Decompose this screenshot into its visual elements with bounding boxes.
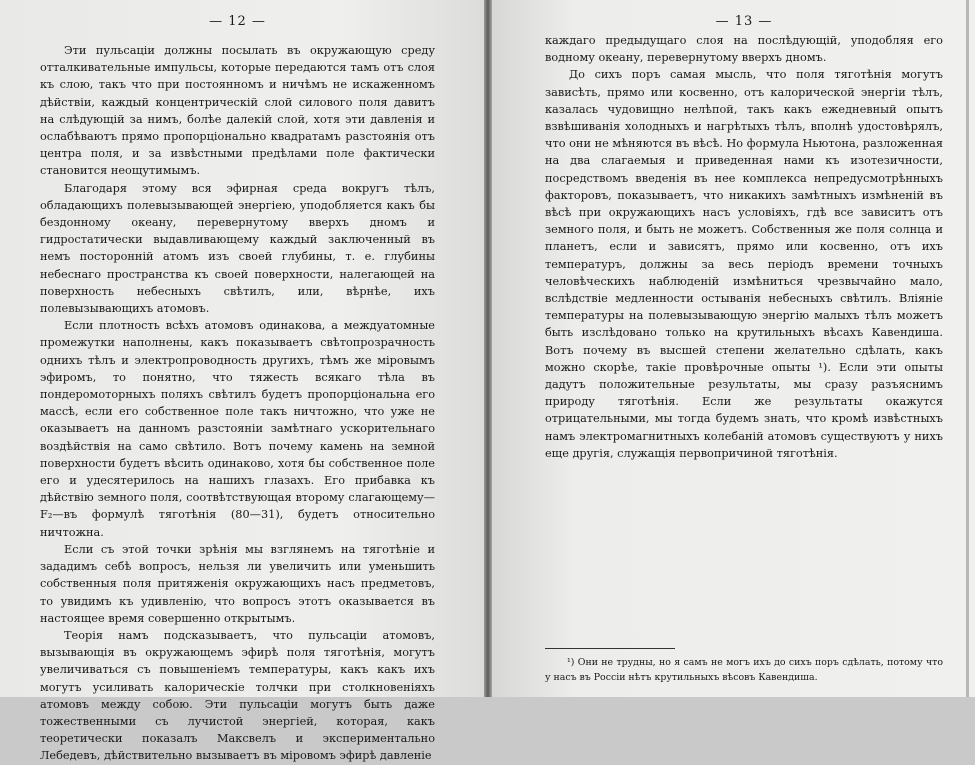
footnote: ¹) Они не трудны, но я самъ не могъ ихъ до сихъ поръ сдѣлать, потому что у насъ въ Россіи нѣтъ крутильныхъ вѣсовъ Кавендиша. bbox=[545, 657, 943, 683]
paragraph: Эти пульсаціи должны посылать въ окружающую среду отталкивательные импульсы, которые передаются тамъ отъ слоя къ слою, такъ что при постоянномъ и ничѣмъ не искаженномъ дѣйствіи, каждый концентрическій слой силового поля давитъ на слѣдующій за нимъ, болѣе далекій слой, хотя эти давленія и ослабѣваютъ прямо пропорціонально квадратамъ разстоянія отъ центра поля, и за извѣстными предѣлами поле фактически становится неощутимымъ. bbox=[40, 44, 435, 178]
paragraph: Благодаря этому вся эфирная среда вокругъ тѣлъ, обладающихъ полевызывающей энергіею, уподобляется какъ бы бездонному океану, перевернутому вверхъ дномъ и гидростатически выдавливающему каждый заключенный въ немъ посторонній атомъ изъ своей глубины, т. е. глубины небеснаго пространства къ своей поверхности, налегающей на поверхность небесныхъ свѣтилъ, или, вѣрнѣе, ихъ полевызывающихъ атомовъ. bbox=[40, 181, 435, 316]
page-number: — 12 — bbox=[209, 14, 266, 29]
left-page bbox=[0, 0, 487, 763]
right-page bbox=[487, 0, 975, 697]
book-gutter bbox=[484, 0, 492, 697]
paragraph: Теорія намъ подсказываетъ, что пульсаціи атомовъ, вызывающія въ окружающемъ эфирѣ поля тяготѣнія, могутъ увеличиваться съ повышеніемъ температуры, какъ какъ ихъ могутъ усиливать калорическіе толчки при столкновеніяхъ атомовъ между собою. Эти пульсаціи могутъ быть даже тожественными съ лучистой энергіей, которая, какъ теоретически показалъ Максвелъ и экспериментально Лебедевъ, дѣйствительно вызываетъ въ міровомъ эфирѣ давленіе bbox=[40, 628, 435, 763]
footnote-separator bbox=[545, 648, 675, 649]
scan-edge bbox=[966, 0, 969, 697]
paragraph: каждаго предыдущаго слоя на послѣдующій, уподобляя его водному океану, перевернутому вверхъ дномъ. bbox=[545, 34, 943, 65]
paragraph: До сихъ поръ самая мысль, что поля тяготѣнія могутъ зависѣть, прямо или косвенно, отъ калорической энергіи тѣлъ, казалась чудовищно нелѣпой, такъ какъ ежедневный опытъ взвѣшиванія холодныхъ и нагрѣтыхъ тѣлъ, вполнѣ удостовѣрялъ, что они не мѣняются въ вѣсѣ. Но формула Ньютона, разложенная на два слагаемыя и приведенная нами къ изотезичности, посредствомъ введенія въ нее комплекса непредусмотрѣнныхъ факторовъ, показываетъ, что никакихъ замѣтныхъ измѣненій въ вѣсѣ при окружающихъ насъ условіяхъ, гдѣ все зависитъ отъ земного поля, и быть не можетъ. Собственныя же поля солнца и планетъ, если и зависятъ, прямо или косвенно, отъ ихъ температуръ, должны за весь періодъ времени точныхъ человѣческихъ наблюденій измѣниться чрезвычайно мало, вслѣдствіе медленности остыванія небесныхъ свѣтилъ. Вліяніе температуры на полевызывающую энергію малыхъ тѣлъ можетъ быть изслѣдовано только на крутильныхъ вѣсахъ Кавендиша. Вотъ почему въ высшей степени желательно сдѣлать, какъ можно скорѣе, такіе провѣрочные опыты ¹). Если эти опыты дадутъ положительные результаты, мы сразу разъяснимъ природу тяготѣнія. Если же результаты окажутся отрицательными, мы тогда будемъ знать, что кромѣ извѣстныхъ намъ электромагнитныхъ колебаній атомовъ существуютъ у нихъ еще другія, служащія первопричиной тяготѣнія. bbox=[545, 68, 943, 460]
page-number: — 13 — bbox=[715, 14, 773, 29]
paragraph: Если плотность всѣхъ атомовъ одинакова, а междуатомные промежутки наполнены, какъ показываетъ свѣтопрозрачность однихъ тѣлъ и электропроводность другихъ, тѣмъ же міровымъ эфиромъ, то понятно, что тяжесть всякаго тѣла въ пондеромоторныхъ поляхъ свѣтилъ будетъ пропорціональна его массѣ, если его собственное поле такъ ничтожно, что уже не оказываетъ на данномъ разстояніи замѣтнаго ускорительнаго воздѣйствія на само свѣтило. Вотъ почему камень на земной поверхности будетъ вѣсить одинаково, хотя бы собственное поле его и удесятерилось на нашихъ глазахъ. Его прибавка къ дѣйствію земного поля, соотвѣтствующая второму слагающему—F₂—въ формулѣ тяготѣнія (80—31), будетъ относительно ничтожна. bbox=[40, 319, 435, 539]
paragraph: Если съ этой точки зрѣнія мы взглянемъ на тяготѣніе и зададимъ себѣ вопросъ, нельзя ли увеличить или уменьшить собственныя поля притяженія окружающихъ насъ предметовъ, то увидимъ къ удивленію, что вопросъ этотъ оказывается въ настоящее время совершенно открытымъ. bbox=[40, 542, 435, 625]
